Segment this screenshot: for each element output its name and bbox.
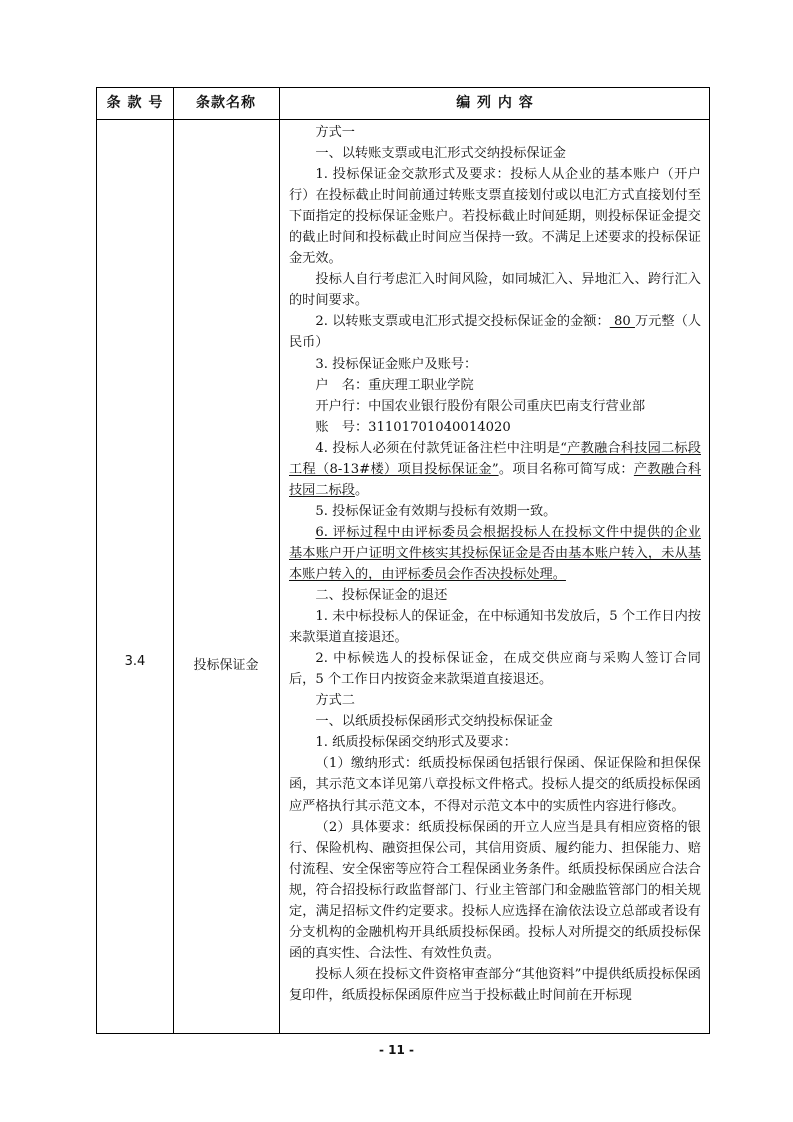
guarantee-copy-requirement: 投标人须在投标文件资格审查部分“其他资料”中提供纸质投标保函复印件，纸质投标保函原件应当于投标截止时间前在开标现	[289, 966, 701, 1003]
header-clause-name: 条款名称	[196, 95, 256, 111]
method-two-subtitle: 一、以纸质投标保函形式交纳投标保证金	[315, 714, 553, 730]
remark-mid: 。项目名称可简写成：	[498, 461, 634, 477]
method-one-title: 方式一	[315, 125, 355, 140]
clause-name: 投标保证金	[193, 658, 259, 673]
remark-project-short: 产教融合科技园二标段	[289, 461, 702, 498]
guarantee-requirements: （2）具体要求：纸质投标保函的开立人应当是具有相应资格的银行、保险机构、融资担保公司，其信用资质、履约能力、担保能力、赔付流程、安全保密等应符合工程保函业务条件。纸质投标保函应合法合规，符合招投标行政监督部门、行业主管部门和金融监管部门的相关规定，满足招标文件约定要求。投标人应选择在渝依法设立总部或者设有分支机构的金融机构开具纸质投标保函。投标人对所提交的纸质投标保函的真实性、合法性、有效性负责。	[289, 819, 701, 961]
paragraph-amount	[289, 311, 701, 353]
clause-content	[289, 122, 701, 1006]
page-number: - 11 -	[378, 1043, 414, 1057]
header-clause-number: 条 款 号	[106, 95, 164, 111]
account-name: 户 名：重庆理工职业学院	[315, 377, 474, 393]
account-number: 账 号：31101701040014020	[315, 419, 511, 435]
method-two-title: 方式二	[315, 693, 355, 709]
evaluation-text: 6. 评标过程中由评标委员会根据投标人在投标文件中提供的企业基本账户开户证明文件核实其投标保证金是否由基本账户转入，未从基本账户转入的，由评标委员会作否决投标处理。	[289, 524, 701, 582]
paragraph-time-risk: 投标人自行考虑汇入时间风险，如同城汇入、异地汇入、跨行汇入的时间要求。	[289, 272, 701, 309]
guarantee-payment-form: （1）缴纳形式：纸质投标保函包括银行保函、保证保险和担保保函，其示范文本详见第八章投标文件格式。投标人提交的纸质投标保函应严格执行其示范文本，不得对示范文本中的实质性内容进行修改。	[289, 756, 701, 814]
paragraph-account-heading: 3. 投标保证金账户及账号：	[315, 356, 478, 372]
amount-label: 2. 以转账支票或电汇形式提交投标保证金的金额：	[315, 314, 610, 330]
refund-candidate: 2. 中标候选人的投标保证金，在成交供应商与采购人签订合同后，5 个工作日内按资金来款渠道直接退还。	[289, 651, 701, 688]
refund-title: 二、投标保证金的退还	[315, 588, 448, 604]
guarantee-form-heading: 1. 纸质投标保函交纳形式及要求：	[315, 735, 517, 751]
amount-unit: 万元整（人民币）	[289, 314, 702, 351]
refund-unsuccessful: 1. 未中标投标人的保证金，在中标通知书发放后，5 个工作日内按来款渠道直接退还。	[289, 609, 701, 646]
account-bank: 开户行：中国农业银行股份有限公司重庆巴南支行营业部	[315, 398, 646, 414]
header-content: 编 列 内 容	[456, 95, 534, 111]
paragraph-remark	[289, 438, 701, 501]
column-divider-2	[279, 88, 280, 1033]
remark-lead: 4. 投标人必须在付款凭证备注栏中注明是	[315, 440, 561, 456]
remark-project-full: “产教融合科技园二标段工程（8-13#楼）项目投标保证金”	[289, 440, 701, 477]
clause-table	[96, 87, 710, 1034]
clause-number: 3.4	[124, 654, 146, 669]
header-divider	[97, 119, 709, 120]
paragraph-validity: 5. 投标保证金有效期与投标有效期一致。	[315, 503, 557, 519]
paragraph-payment-form: 1. 投标保证金交款形式及要求：投标人从企业的基本账户（开户行）在投标截止时间前通过转账支票直接划付或以电汇方式直接划付至下面指定的投标保证金账户。若投标截止时间延期，则投标保证金提交的截止时间和投标截止时间应当保持一致。不满足上述要求的投标保证金无效。	[289, 167, 701, 267]
amount-value: 80	[609, 314, 635, 330]
paragraph-evaluation	[289, 522, 701, 585]
method-one-subtitle: 一、以转账支票或电汇形式交纳投标保证金	[315, 146, 566, 162]
remark-end: 。	[354, 482, 369, 498]
column-divider-1	[173, 88, 174, 1033]
